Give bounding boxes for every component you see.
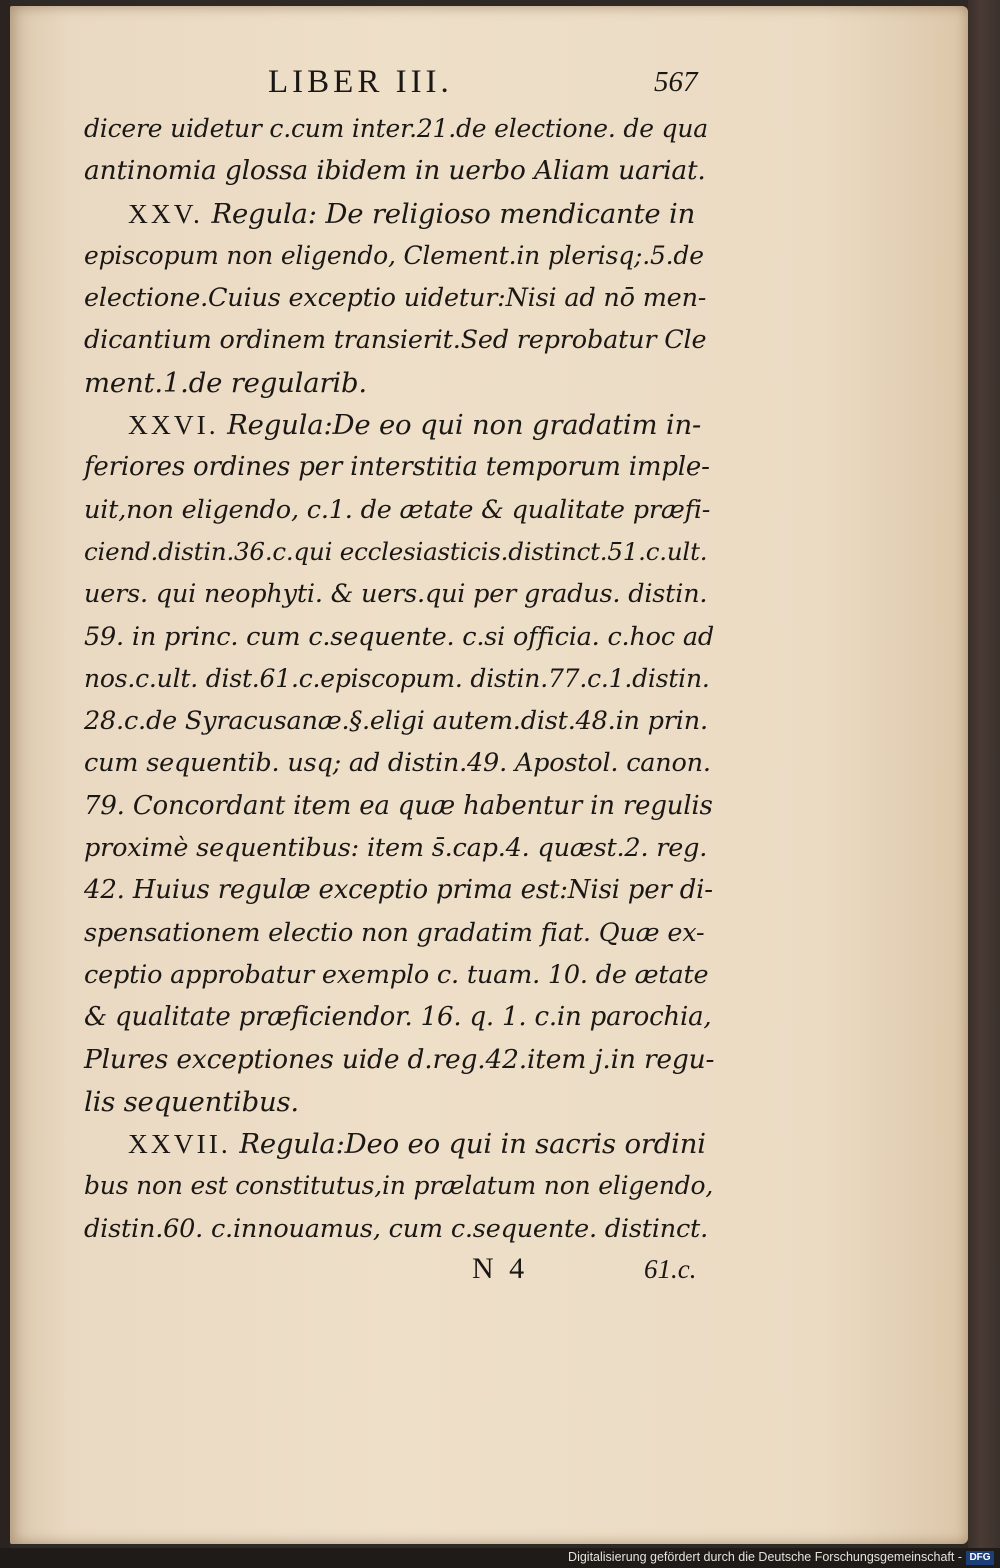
text-block: [84, 64, 714, 1294]
line-text: 28.c.de Syracusanæ.§.eligi autem.dist.48.in prin.: [84, 706, 708, 737]
text-line: [84, 1165, 714, 1207]
line-text: lis sequentibus.: [84, 1085, 299, 1118]
line-text: ciend.distin.36.c.qui ecclesiasticis.distinct.51.c.ult.: [84, 536, 708, 566]
page-foot: [84, 1252, 714, 1294]
text-line: [84, 404, 714, 446]
page-number: 567: [654, 66, 698, 98]
text-line: [84, 150, 714, 192]
book-gutter: [0, 0, 10, 1548]
text-line: [84, 235, 714, 277]
text-line: [84, 1208, 714, 1250]
signature-mark: N 4: [472, 1252, 529, 1286]
text-line: [84, 954, 714, 996]
text-line: [84, 869, 714, 911]
line-text: Regula: De religioso mendicante in: [202, 197, 696, 230]
text-line: [84, 277, 714, 319]
text-line: [84, 446, 714, 488]
text-line: [84, 996, 714, 1038]
book-cover-edge: [968, 0, 1000, 1548]
text-line: [84, 573, 714, 615]
line-text: Regula:De eo qui non gradatim in-: [218, 409, 702, 442]
text-line: [84, 1039, 714, 1081]
rule-numeral: XXVI.: [128, 409, 219, 441]
line-text: ment.1.de regularib.: [84, 366, 367, 399]
book-page: [10, 6, 968, 1544]
running-head: [84, 64, 714, 108]
line-text: electione.Cuius exceptio uidetur:Nisi ad nō men-: [84, 283, 707, 314]
text-line: [84, 362, 714, 404]
body-text: [84, 108, 714, 1250]
line-text: Regula:Deo eo qui in sacris ordini: [230, 1128, 706, 1161]
catchword: 61.c.: [644, 1254, 697, 1285]
line-text: feriores ordines per interstitia temporum imple-: [84, 452, 710, 483]
text-line: [84, 531, 714, 573]
line-text: distin.60. c.innouamus, cum c.sequente. distinct.: [84, 1213, 709, 1244]
line-text: cum sequentib. usq; ad distin.49. Apostol. canon.: [84, 748, 711, 779]
text-line: [84, 1123, 714, 1165]
text-line: [84, 912, 714, 954]
text-line: [84, 616, 714, 658]
line-text: episcopum non eligendo, Clement.in plerisq;.5.de: [84, 240, 704, 270]
line-text: 59. in princ. cum c.sequente. c.si officia. c.hoc ad: [84, 621, 714, 652]
line-text: uers. qui neophyti. & uers.qui per gradus. distin.: [84, 579, 708, 610]
text-line: [84, 658, 714, 700]
rule-numeral: XXV.: [128, 197, 203, 229]
line-text: proximè sequentibus: item s̄.cap.4. quæst.2. reg.: [84, 833, 708, 864]
line-text: 79. Concordant item ea quæ habentur in regulis: [84, 790, 713, 821]
line-text: dicantium ordinem transierit.Sed reprobatur Cle: [84, 325, 707, 356]
line-text: ceptio approbatur exemplo c. tuam. 10. de ætate: [84, 959, 709, 990]
text-line: [84, 193, 714, 235]
dfg-logo: DFG: [966, 1551, 994, 1565]
text-line: [84, 785, 714, 827]
text-line: [84, 827, 714, 869]
text-line: [84, 489, 714, 531]
text-line: [84, 742, 714, 784]
line-text: 42. Huius regulæ exceptio prima est:Nisi per di-: [84, 875, 713, 906]
text-line: [84, 319, 714, 361]
text-line: [84, 1081, 714, 1123]
line-text: antinomia glossa ibidem in uerbo Aliam uariat.: [84, 155, 706, 187]
line-text: dicere uidetur c.cum inter.21.de electione. de qua: [84, 114, 708, 143]
running-title: LIBER III.: [268, 64, 453, 100]
text-line: [84, 108, 714, 150]
line-text: Plures exceptiones uide d.reg.42.item j.in regu-: [84, 1043, 715, 1075]
line-text: uit,non eligendo, c.1. de ætate & qualitate præfi-: [84, 494, 711, 525]
rule-numeral: XXVII.: [128, 1128, 231, 1160]
line-text: nos.c.ult. dist.61.c.episcopum. distin.77.c.1.distin.: [84, 663, 710, 693]
line-text: spensationem electio non gradatim fiat. Quæ ex-: [84, 917, 705, 948]
footer-bar: [0, 1548, 1000, 1568]
line-text: bus non est constitutus,in prælatum non eligendo,: [84, 1171, 714, 1201]
funding-credit: Digitalisierung gefördert durch die Deutsche Forschungsgemeinschaft -: [568, 1550, 962, 1564]
line-text: & qualitate præficiendor. 16. q. 1. c.in parochia,: [84, 1002, 712, 1033]
text-line: [84, 700, 714, 742]
